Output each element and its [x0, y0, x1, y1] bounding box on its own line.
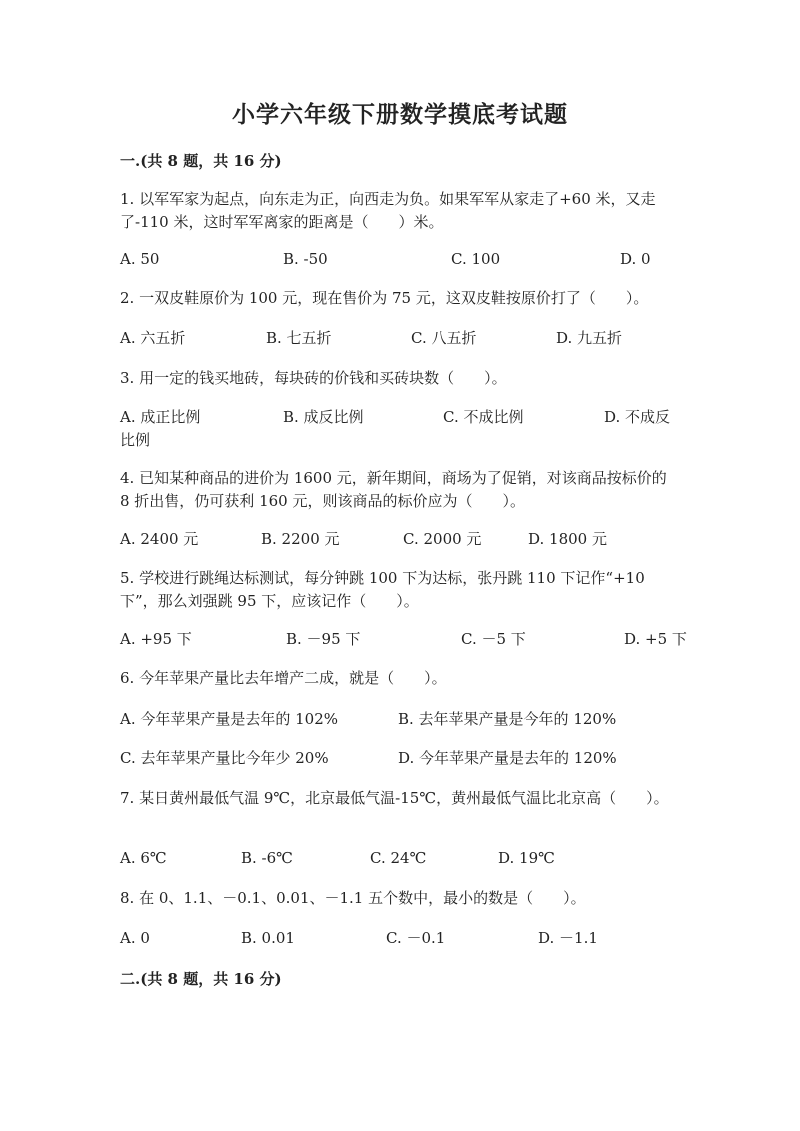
option-d[interactable]: D. 九五折: [556, 329, 623, 347]
section-heading-1: 一.(共 8 题，共 16 分): [120, 152, 282, 170]
option-b[interactable]: B. -6℃: [241, 849, 293, 867]
option-b[interactable]: B. 成反比例: [283, 408, 364, 426]
question-stem: 3. 用一定的钱买地砖，每块砖的价钱和买砖块数（ ）。: [120, 369, 507, 387]
option-c[interactable]: C. 2000 元: [403, 530, 482, 548]
question-stem: 8. 在 0、1.1、－0.1、0.01、－1.1 五个数中，最小的数是（ ）。: [120, 889, 586, 907]
option-b[interactable]: B. －95 下: [286, 630, 361, 648]
option-c[interactable]: C. 八五折: [411, 329, 477, 347]
option-a[interactable]: A. +95 下: [120, 630, 192, 648]
option-d[interactable]: D. 1800 元: [528, 530, 607, 548]
option-c[interactable]: C. 100: [451, 250, 501, 268]
option-a[interactable]: A. 今年苹果产量是去年的 102%: [120, 710, 339, 728]
option-a[interactable]: A. 2400 元: [120, 530, 199, 548]
option-b[interactable]: B. -50: [283, 250, 328, 268]
question-stem: 6. 今年苹果产量比去年增产二成，就是（ ）。: [120, 669, 447, 687]
option-a[interactable]: A. 6℃: [120, 849, 167, 867]
option-d[interactable]: D. 19℃: [498, 849, 555, 867]
section-heading-2: 二.(共 8 题，共 16 分): [120, 970, 282, 988]
option-d[interactable]: D. +5 下: [624, 630, 687, 648]
question-stem: 5. 学校进行跳绳达标测试，每分钟跳 100 下为达标，张丹跳 110 下记作“+10下”，那么刘强跳 95 下，应该记作（ ）。: [120, 569, 645, 610]
option-c[interactable]: C. －0.1: [386, 929, 446, 947]
question-stem: 7. 某日黄州最低气温 9℃，北京最低气温-15℃，黄州最低气温比北京高（ ）。: [120, 789, 669, 807]
option-c[interactable]: C. 去年苹果产量比今年少 20%: [120, 749, 329, 767]
option-b[interactable]: B. 去年苹果产量是今年的 120%: [398, 710, 617, 728]
option-d[interactable]: D. 今年苹果产量是去年的 120%: [398, 749, 617, 767]
option-c[interactable]: C. 24℃: [370, 849, 427, 867]
option-a[interactable]: A. 50: [120, 250, 160, 268]
option-d[interactable]: D. 不成反比例: [120, 408, 671, 449]
option-b[interactable]: B. 七五折: [266, 329, 332, 347]
option-c[interactable]: C. －5 下: [461, 630, 526, 648]
question-stem: 1. 以军军家为起点，向东走为正，向西走为负。如果军军从家走了+60 米，又走了-110 米，这时军军离家的距离是（ ）米。: [120, 190, 656, 231]
option-b[interactable]: B. 0.01: [241, 929, 295, 947]
option-b[interactable]: B. 2200 元: [261, 530, 340, 548]
option-c[interactable]: C. 不成比例: [443, 408, 524, 426]
question-stem: 4. 已知某种商品的进价为 1600 元，新年期间，商场为了促销，对该商品按标价的 8 折出售，仍可获利 160 元，则该商品的标价应为（ ）。: [120, 469, 667, 510]
option-a[interactable]: A. 0: [120, 929, 150, 947]
page-title: 小学六年级下册数学摸底考试题: [232, 101, 568, 128]
option-d[interactable]: D. －1.1: [538, 929, 598, 947]
option-a[interactable]: A. 六五折: [120, 329, 186, 347]
option-d[interactable]: D. 0: [620, 250, 651, 268]
option-a[interactable]: A. 成正比例: [120, 408, 201, 426]
question-stem: 2. 一双皮鞋原价为 100 元，现在售价为 75 元，这双皮鞋按原价打了（ ）。: [120, 289, 649, 307]
